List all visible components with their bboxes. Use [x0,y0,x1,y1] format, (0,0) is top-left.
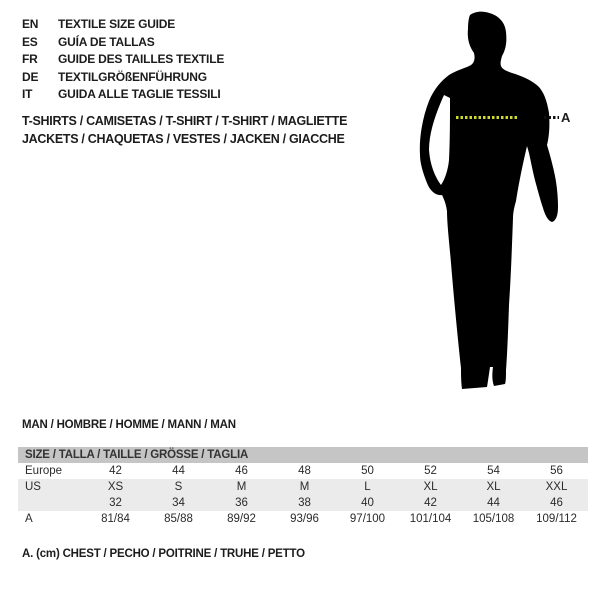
table-cell: XXL [545,481,568,493]
language-row [22,86,224,104]
language-label: TEXTILGRÖßENFÜHRUNG [58,69,207,84]
language-code: IT [22,87,33,101]
table-cell: XS [107,481,124,493]
section-title: MAN / HOMBRE / HOMME / MANN / MAN [22,419,236,431]
table-cell: M [236,481,247,493]
measure-label-a: A [561,110,571,125]
language-row [22,16,224,34]
table-cell: 50 [361,465,374,477]
table-cell: 81/84 [101,513,130,525]
table-row-chest [18,511,588,527]
table-cell: XL [423,481,438,493]
table-cell: 48 [298,465,311,477]
table-cell: 42 [424,497,437,509]
table-cell: 42 [109,465,122,477]
language-label: GUIDA ALLE TAGLIE TESSILI [58,87,221,101]
man-silhouette-icon [400,5,580,405]
language-label: TEXTILE SIZE GUIDE [58,17,176,31]
table-cell: 109/112 [536,513,577,525]
table-cell: 32 [109,497,122,509]
row-label [18,495,84,511]
table-cell: 38 [298,497,311,509]
table-cell: 97/100 [349,513,386,525]
table-row-us [18,479,588,495]
table-cell: 44 [487,497,500,509]
size-table-header: SIZE / TALLA / TAILLE / GRÖSSE / TAGLIA [18,447,588,463]
table-cell: 44 [172,465,185,477]
table-cell: 52 [424,465,437,477]
language-code: ES [22,34,38,49]
garment-line-tshirts: T-SHIRTS / CAMISETAS / T-SHIRT / T-SHIRT / MAGLIETTE [22,114,348,128]
table-cell: 85/88 [164,513,193,525]
language-list [22,16,224,104]
row-label: US [25,481,41,493]
man-silhouette-figure [400,5,580,405]
table-cell: 36 [235,497,248,509]
row-label: Europe [25,465,63,477]
table-cell: 46 [235,465,248,477]
table-cell: 101/104 [409,513,452,525]
table-cell: S [174,481,183,493]
garment-line-jackets: JACKETS / CHAQUETAS / VESTES / JACKEN / GIACCHE [22,132,345,146]
table-cell: 56 [550,465,563,477]
language-label: GUIDE DES TAILLES TEXTILE [58,52,225,66]
garment-types [22,112,347,148]
table-cell: 93/96 [290,513,319,525]
table-cell: 46 [550,497,563,509]
table-cell: XL [486,481,501,493]
table-cell: 54 [487,465,500,477]
language-code: EN [22,17,39,31]
language-row [22,34,224,52]
table-cell: L [364,481,371,493]
table-cell: 105/108 [472,513,515,525]
table-row-us-numeric [18,495,588,511]
table-cell: M [299,481,310,493]
language-code: FR [22,52,38,66]
table-cell: 40 [361,497,374,509]
measurement-footnote: A. (cm) CHEST / PECHO / POITRINE / TRUHE / PETTO [22,548,305,560]
chest-measure-line-inner [456,116,518,119]
table-cell: 34 [172,497,185,509]
language-row [22,51,224,69]
language-code: DE [22,69,39,84]
language-label: GUÍA DE TALLAS [58,34,155,49]
language-row [22,69,224,87]
table-cell: 89/92 [227,513,256,525]
size-table [18,447,588,527]
row-label: A [25,513,33,525]
chest-measure-line-outer [544,116,559,119]
table-row-europe [18,463,588,479]
